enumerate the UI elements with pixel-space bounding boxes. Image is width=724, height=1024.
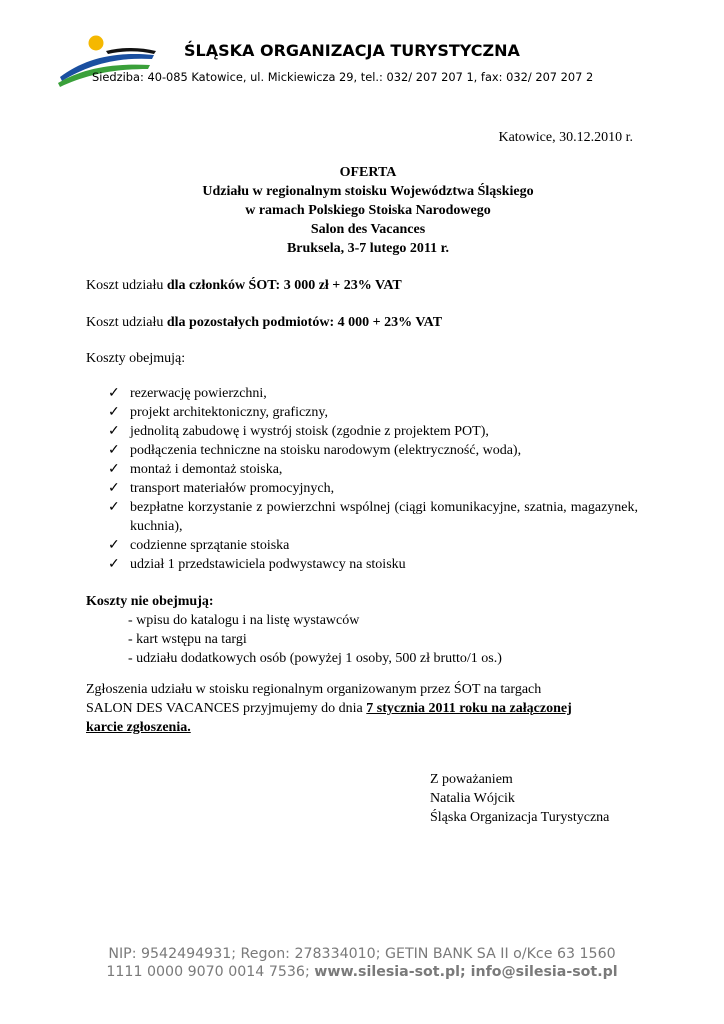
logo-sun-icon [89, 36, 104, 51]
signature-org: Śląska Organizacja Turystyczna [430, 810, 610, 825]
organization-address: Siedziba: 40-085 Katowice, ul. Mickiewicza 29, tel.: 032/ 207 207 1, fax: 032/ 207 207 2 [92, 70, 594, 84]
checkmark-icon: ✓ [108, 386, 120, 401]
application-paragraph [86, 680, 646, 737]
cost-others [86, 313, 442, 332]
checkmark-icon: ✓ [108, 557, 120, 572]
footer-line-1: NIP: 9542494931; Regon: 278334010; GETIN BANK SA II o/Kce 63 1560 [108, 946, 616, 962]
signature-name: Natalia Wójcik [430, 791, 515, 806]
checkmark-icon: ✓ [108, 481, 120, 496]
offer-title [170, 163, 566, 258]
costs-include-heading: Koszty obejmują: [86, 351, 186, 366]
list-item: - kart wstępu na targi [128, 632, 247, 647]
cost-members [86, 276, 402, 295]
title-line-3: w ramach Polskiego Stoiska Narodowego [245, 203, 491, 218]
checkmark-icon: ✓ [108, 500, 120, 515]
email-link[interactable]: info@silesia-sot.pl [470, 964, 618, 980]
list-item: - udziału dodatkowych osób (powyżej 1 osoby, 500 zł brutto/1 os.) [128, 651, 502, 666]
footer [0, 945, 724, 981]
cost-members-amount: dla członków ŚOT: 3 000 zł + 23% VAT [166, 278, 402, 293]
list-item: ✓ udział 1 przedstawiciela podwystawcy na stoisku [108, 557, 406, 572]
excludes-list [128, 611, 502, 668]
list-item: ✓ transport materiałów promocyjnych, [108, 481, 335, 496]
list-item: ✓ projekt architektoniczny, graficzny, [108, 405, 328, 420]
signature-greeting: Z poważaniem [430, 772, 513, 787]
application-form-note: karcie zgłoszenia. [86, 720, 191, 735]
list-item: ✓ podłączenia techniczne na stoisku narodowym (elektryczność, woda), [108, 443, 522, 458]
list-item: ✓ jednolitą zabudowę i wystrój stoisk (zgodnie z projektem POT), [108, 424, 489, 439]
application-line-1: Zgłoszenia udziału w stoisku regionalnym organizowanym przez ŚOT na targach [86, 682, 542, 697]
application-line-3 [86, 718, 646, 737]
title-line-5: Bruksela, 3-7 lutego 2011 r. [286, 241, 450, 256]
excludes-heading: Koszty nie obejmują: [86, 594, 214, 609]
checkmark-icon: ✓ [108, 405, 120, 420]
website-link[interactable]: www.silesia-sot.pl [314, 964, 460, 980]
list-item: ✓ codzienne sprzątanie stoiska [108, 538, 290, 553]
checkmark-icon: ✓ [108, 538, 120, 553]
organization-name: ŚLĄSKA ORGANIZACJA TURYSTYCZNA [184, 41, 520, 60]
list-item: ✓ rezerwację powierzchni, [108, 386, 267, 401]
signature-block [430, 770, 609, 827]
includes-list [108, 384, 638, 574]
list-item: ✓ bezpłatne korzystanie z powierzchni wspólnej (ciągi komunikacyjne, szatnia, magazynek, kuchnia), [108, 500, 638, 534]
application-deadline: 7 stycznia 2011 roku na załączonej [366, 701, 572, 716]
title-line-4: Salon des Vacances [310, 222, 426, 237]
checkmark-icon: ✓ [108, 462, 120, 477]
title-line-1: OFERTA [339, 165, 397, 180]
footer-line-2: 1111 0000 9070 0014 7536; www.silesia-sot.pl; info@silesia-sot.pl [106, 964, 618, 980]
checkmark-icon: ✓ [108, 443, 120, 458]
application-line-2: SALON DES VACANCES przyjmujemy do dnia 7 stycznia 2011 roku na załączonej [86, 701, 572, 716]
logo-black-swoosh [106, 48, 156, 54]
document-date: Katowice, 30.12.2010 r. [498, 130, 633, 145]
checkmark-icon: ✓ [108, 424, 120, 439]
title-line-2: Udziału w regionalnym stoisku Województwa Śląskiego [202, 184, 534, 199]
list-item: ✓ montaż i demontaż stoiska, [108, 462, 283, 477]
cost-members-prefix: Koszt udziału [86, 278, 167, 293]
cost-others-amount: dla pozostałych podmiotów: 4 000 + 23% VAT [166, 315, 443, 330]
cost-others-prefix: Koszt udziału [86, 315, 167, 330]
list-item: - wpisu do katalogu i na listę wystawców [128, 613, 360, 628]
